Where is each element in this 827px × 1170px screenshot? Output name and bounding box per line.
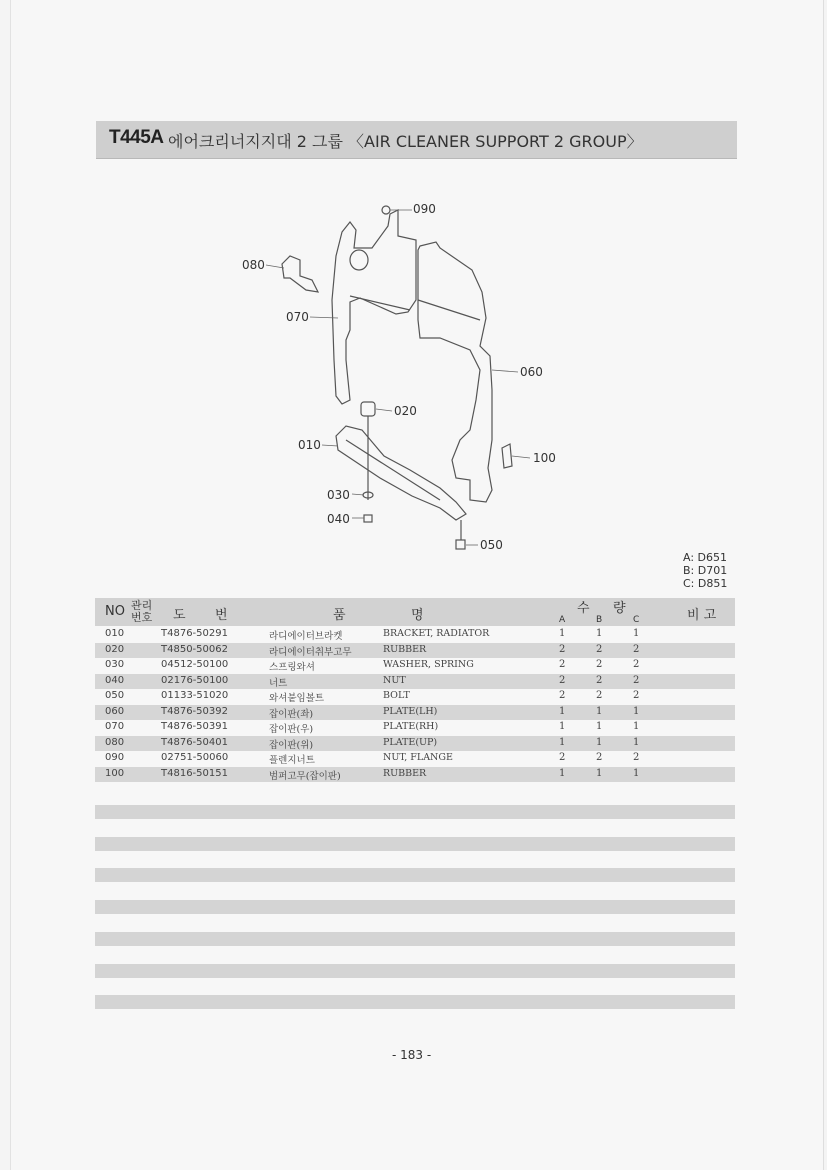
row-no: 070 — [105, 721, 125, 732]
row-name-kr: 잡이판(우) — [269, 724, 314, 735]
table-row — [95, 736, 735, 752]
row-name-en: BOLT — [383, 690, 410, 701]
row-part-number: T4876-50392 — [161, 705, 228, 717]
header-qty-a: A — [559, 615, 566, 625]
header-remarks: 비 고 — [687, 608, 717, 623]
header-name-2: 명 — [411, 608, 424, 623]
row-part-number: T4876-50291 — [161, 628, 228, 639]
row-name-kr: 스프링와셔 — [269, 662, 315, 673]
table-row — [95, 643, 735, 659]
table-row — [95, 705, 735, 721]
row-qty-b: 1 — [596, 721, 603, 732]
row-qty-a: 1 — [559, 736, 566, 748]
row-no: 010 — [105, 628, 125, 639]
row-part-number: 02176-50100 — [161, 674, 229, 686]
row-qty-a: 2 — [559, 659, 566, 670]
header-qty-2: 량 — [613, 601, 626, 616]
header-qty-c: C — [633, 615, 640, 625]
table-header — [95, 598, 735, 626]
row-name-kr: 와셔붙임볼트 — [269, 693, 325, 704]
empty-row-band — [95, 868, 735, 882]
row-qty-c: 1 — [633, 736, 640, 748]
row-qty-a: 2 — [559, 690, 566, 701]
callout-030: 030 — [327, 488, 350, 502]
callout-100: 100 — [533, 451, 556, 465]
callout-090: 090 — [413, 202, 436, 216]
row-qty-a: 2 — [559, 643, 566, 655]
group-name: 에어크리너지지대 2 그룹 〈AIR CLEANER SUPPORT 2 GROUP〉 — [168, 132, 643, 151]
row-qty-b: 1 — [596, 628, 603, 639]
row-no: 080 — [105, 736, 125, 748]
row-qty-c: 1 — [633, 628, 640, 639]
row-qty-c: 1 — [633, 721, 640, 732]
row-name-kr: 라디에이터취부고무 — [269, 646, 352, 658]
row-part-number: 04512-50100 — [161, 659, 229, 670]
row-name-en: PLATE(RH) — [383, 721, 439, 732]
rubber-mount-shape — [361, 402, 375, 416]
row-part-number: T4876-50401 — [161, 736, 228, 748]
row-qty-a: 1 — [559, 721, 566, 732]
empty-row-band — [95, 964, 735, 978]
row-qty-c: 2 — [633, 659, 640, 670]
row-name-en: PLATE(UP) — [383, 736, 438, 748]
empty-row-band — [95, 805, 735, 819]
row-part-number: T4876-50391 — [161, 721, 228, 732]
table-row — [95, 658, 735, 674]
empty-row-band — [95, 900, 735, 914]
row-no: 040 — [105, 674, 125, 686]
callout-060: 060 — [520, 365, 543, 379]
row-no: 100 — [105, 767, 125, 779]
row-qty-c: 2 — [633, 643, 640, 655]
row-qty-b: 2 — [596, 659, 603, 670]
row-name-kr: 너트 — [269, 677, 288, 689]
table-row — [95, 751, 735, 767]
row-name-kr: 라디에이터브라켓 — [269, 631, 343, 642]
row-qty-b: 2 — [596, 643, 603, 655]
row-name-en: WASHER, SPRING — [383, 659, 474, 670]
callout-080: 080 — [242, 258, 265, 272]
row-part-number: 01133-51020 — [161, 690, 229, 701]
model-legend — [683, 551, 727, 590]
header-no: NO — [105, 604, 125, 619]
callout-070: 070 — [286, 310, 309, 324]
row-qty-c: 2 — [633, 674, 640, 686]
row-qty-a: 2 — [559, 674, 566, 686]
row-qty-b: 2 — [596, 674, 603, 686]
row-qty-a: 1 — [559, 705, 566, 717]
row-qty-c: 1 — [633, 767, 640, 779]
model-c: C: D851 — [683, 577, 728, 590]
empty-row-band — [95, 932, 735, 946]
row-qty-b: 1 — [596, 705, 603, 717]
parts-table — [95, 627, 735, 782]
row-name-en: PLATE(LH) — [383, 705, 438, 717]
row-qty-c: 2 — [633, 690, 640, 701]
header-qty-b: B — [596, 615, 603, 625]
row-no: 060 — [105, 705, 125, 717]
page-number: - 183 - — [392, 1048, 432, 1062]
group-code: T445A — [109, 127, 164, 148]
row-name-kr: 범퍼고무(잡이판) — [269, 770, 341, 782]
row-name-kr: 잡이판(좌) — [269, 708, 314, 720]
row-name-en: NUT, FLANGE — [383, 752, 453, 763]
table-row — [95, 689, 735, 705]
row-no: 020 — [105, 643, 125, 655]
row-no: 050 — [105, 690, 125, 701]
row-qty-c: 1 — [633, 705, 640, 717]
header-qty-1: 수 — [577, 601, 590, 616]
row-name-kr: 플렌지너트 — [269, 755, 315, 766]
row-qty-b: 1 — [596, 736, 603, 748]
header-name-1: 품 — [333, 608, 346, 623]
row-qty-b: 2 — [596, 690, 603, 701]
bracket-radiator-shape — [336, 426, 466, 520]
row-qty-a: 2 — [559, 752, 566, 763]
empty-row-band — [95, 837, 735, 851]
header-ref-top: 관리 — [131, 599, 153, 612]
table-row — [95, 767, 735, 783]
bumper-rubber-shape — [502, 444, 512, 468]
row-no: 090 — [105, 752, 125, 763]
header-drawing-1: 도 — [173, 608, 186, 623]
row-qty-c: 2 — [633, 752, 640, 763]
row-no: 030 — [105, 659, 125, 670]
model-a: A: D651 — [683, 551, 727, 564]
header-ref-bottom: 번호 — [131, 611, 153, 624]
row-name-en: NUT — [383, 674, 406, 686]
row-part-number: T4850-50062 — [161, 643, 228, 655]
callout-020: 020 — [394, 404, 417, 418]
callout-040: 040 — [327, 512, 350, 526]
row-name-en: RUBBER — [383, 643, 427, 655]
model-b: B: D701 — [683, 564, 728, 577]
plate-lh-shape — [418, 242, 492, 502]
callout-050: 050 — [480, 538, 503, 552]
row-part-number: T4816-50151 — [161, 767, 228, 779]
row-qty-a: 1 — [559, 767, 566, 779]
row-qty-b: 2 — [596, 752, 603, 763]
table-row — [95, 674, 735, 690]
table-row — [95, 627, 735, 643]
row-qty-a: 1 — [559, 628, 566, 639]
header-drawing-2: 번 — [215, 608, 228, 623]
bracket-up-shape — [282, 256, 318, 292]
row-part-number: 02751-50060 — [161, 752, 229, 763]
row-name-en: BRACKET, RADIATOR — [383, 628, 490, 639]
row-qty-b: 1 — [596, 767, 603, 779]
callout-010: 010 — [298, 438, 321, 452]
row-name-en: RUBBER — [383, 767, 427, 779]
empty-row-band — [95, 995, 735, 1009]
plate-rh-shape — [332, 210, 416, 404]
table-row — [95, 720, 735, 736]
row-name-kr: 잡이판(위) — [269, 739, 314, 751]
